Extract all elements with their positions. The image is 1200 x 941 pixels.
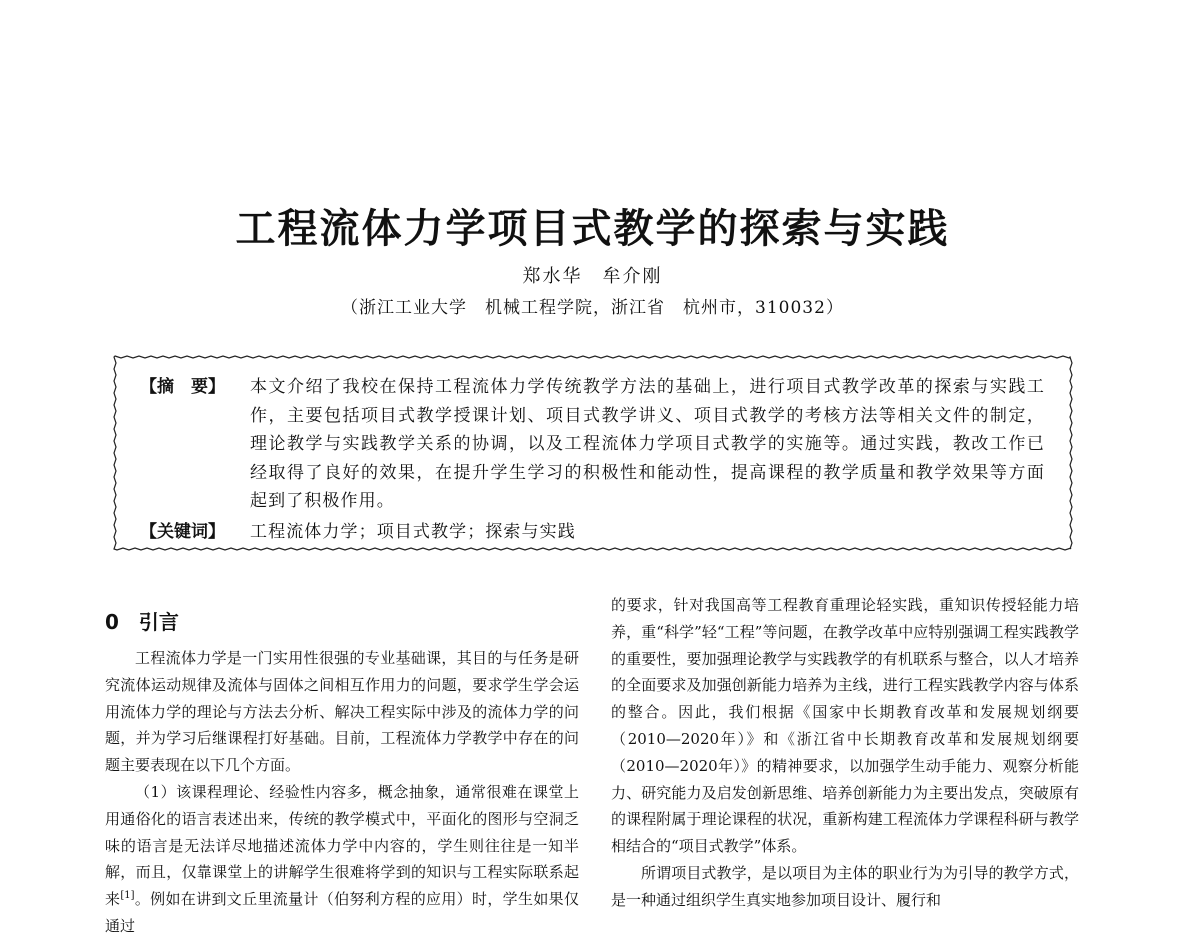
left-column bbox=[105, 645, 579, 940]
paper-title: 工程流体力学项目式教学的探索与实践 bbox=[235, 206, 950, 252]
section-heading: 0 引言 bbox=[105, 610, 179, 634]
paragraph: 所谓项目式教学，是以项目为主体的职业行为为引导的教学方式，是一种通过组织学生真实地参加项目设计、履行和 bbox=[611, 863, 1079, 909]
abstract-text: 本文介绍了我校在保持工程流体力学传统教学方法的基础上，进行项目式教学改革的探索与实践工作，主要包括项目式教学授课计划、项目式教学讲义、项目式教学的考核方法等相关文件的制定，理论教学与实践教学关系的协调，以及工程流体力学项目式教学的实施等。通过实践，教改工作已经取得了良好的效果，在提升学生学习的积极性和能动性，提高课程的教学质量和教学效果等方面起到了积极作用。 bbox=[250, 377, 1045, 512]
abstract-box bbox=[112, 354, 1074, 552]
abstract-label: 【摘 要】 bbox=[140, 377, 225, 397]
paragraph-text: （1）该课程理论、经验性内容多，概念抽象，通常很难在课堂上用通俗化的语言表述出来，传统的教学模式中，平面化的图形与空洞乏味的语言是无法详尽地描述流体力学中内容的，学生则往往是一知半解，而且，仅靠课堂上的讲解学生很难将学到的知识与工程实际联系起来 bbox=[105, 782, 579, 909]
affiliation: （浙江工业大学 机械工程学院，浙江省 杭州市，310032） bbox=[341, 298, 844, 318]
paragraph bbox=[105, 779, 579, 940]
keywords-label: 【关键词】 bbox=[140, 522, 225, 542]
right-column bbox=[611, 592, 1079, 914]
citation-ref[interactable]: [1] bbox=[120, 890, 135, 902]
paragraph-text: 。例如在讲到文丘里流量计（伯努利方程的应用）时，学生如果仅通过 bbox=[105, 890, 579, 935]
keywords-text: 工程流体力学；项目式教学；探索与实践 bbox=[250, 522, 576, 542]
paragraph: 的要求，针对我国高等工程教育重理论轻实践，重知识传授轻能力培养，重“科学”轻“工程”等问题，在教学改革中应特别强调工程实践教学的重要性，要加强理论教学与实践教学的有机联系与整合，以人才培养的全面要求及加强创新能力培养为主线，进行工程实践教学内容与体系的整合。因此，我们根据《国家中长期教育改革和发展规划纲要（2010—2020年）》和《浙江省中长期教育改革和发展规划纲要（2010—2020年）》的精神要求，以加强学生动手能力、观察分析能力、研究能力及启发创新思维、培养创新能力为主要出发点，突破原有的课程附属于理论课程的状况，重新构建工程流体力学课程科研与教学相结合的“项目式教学”体系。 bbox=[611, 596, 1079, 856]
authors: 郑水华 牟介刚 bbox=[522, 266, 663, 287]
paragraph: 工程流体力学是一门实用性很强的专业基础课，其目的与任务是研究流体运动规律及流体与固体之间相互作用力的问题，要求学生学会运用流体力学的理论与方法去分析、解决工程实际中涉及的流体力学的问题，并为学习后继课程打好基础。目前，工程流体力学教学中存在的问题主要表现在以下几个方面。 bbox=[105, 649, 579, 775]
